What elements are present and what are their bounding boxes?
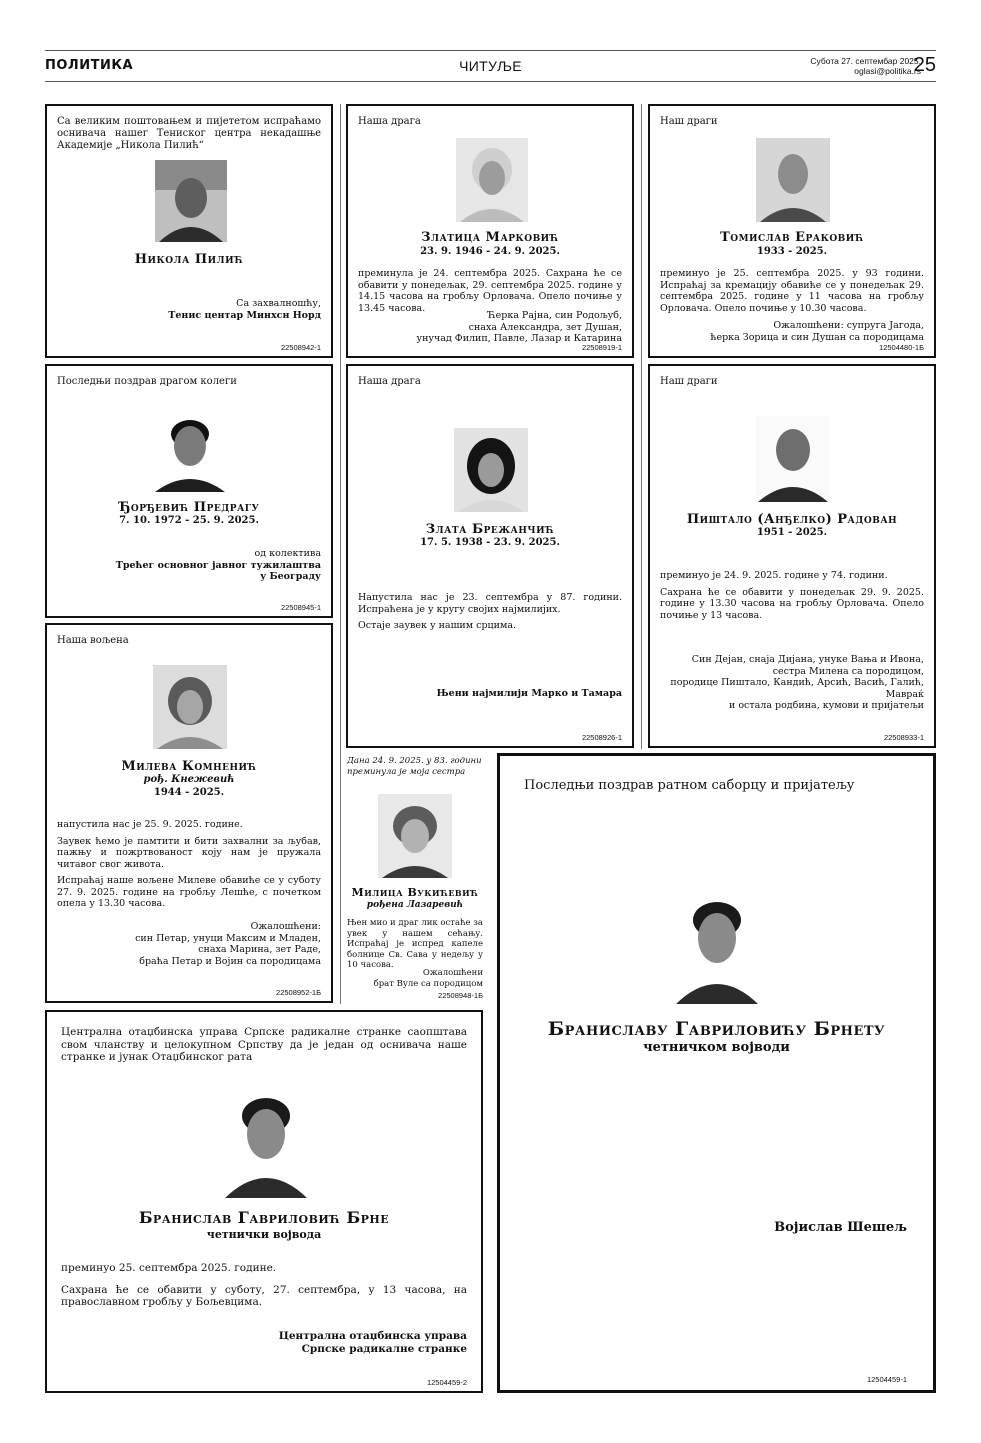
signature-line: браћа Петар и Војин са породицама: [139, 955, 321, 967]
notice-markovic: [346, 104, 634, 358]
deceased-name: Браниславу Гавриловићу Брнету: [547, 1018, 886, 1040]
notice-body: Њен мио и драг лик остаће за увек у нашем сећању. Испраћај је испред капеле болнице Св. Сава у недељу у 10 часова.: [347, 918, 483, 970]
column-separator: [340, 104, 341, 1004]
portrait-photo: [756, 138, 830, 222]
signature-line: сестра Милена са породицом,: [772, 665, 924, 677]
notice-gavrilovic-large: [497, 753, 936, 1393]
portrait-photo: [454, 428, 528, 512]
notice-body: [660, 570, 924, 626]
issue-email: oglasi@politika.rs: [854, 66, 921, 76]
life-dates: 1933 - 2025.: [756, 246, 828, 257]
maiden-name: рођена Лазаревић: [366, 900, 464, 910]
newspaper-logo: ПОЛИТИКА: [45, 58, 134, 73]
signature-line: Ожалошћени: [422, 968, 483, 978]
portrait-photo: [674, 890, 760, 1004]
notice-signature: [660, 654, 924, 712]
signature-line: и остала родбина, кумови и пријатељи: [728, 700, 924, 711]
notice-body: [61, 1262, 467, 1314]
notice-intro: Наша драга: [358, 376, 421, 387]
ad-code: 22508933-1: [883, 733, 924, 742]
signature-line: Српске радикалне странке: [301, 1342, 467, 1355]
signature-line: снаха Марина, зет Раде,: [198, 944, 321, 955]
notice-intro: Дана 24. 9. 2025. у 83. години преминула је моја сестра: [347, 756, 482, 777]
signature-line: Централна отаџбинска управа: [278, 1330, 467, 1342]
ad-code: 12504480-1Б: [879, 343, 924, 352]
signature-line: ћерка Зорица и син Душан са породицама: [710, 331, 924, 343]
body-paragraph: Напустила нас је 23. септембра у 87. години. Испраћена је у кругу својих најмилијих.: [358, 592, 622, 615]
signature-line: у Београду: [260, 571, 321, 582]
deceased-title: четнички војвода: [206, 1228, 322, 1241]
section-title: ЧИТУЉЕ: [459, 58, 522, 74]
body-paragraph: Заувек ћемо је памтити и бити захвални за љубав, пажњу и пожртвованост коју нам је пружала читавог свог живота.: [57, 835, 321, 870]
notice-signature: [57, 1330, 467, 1355]
signature-line: Трећег основног јавног тужилаштва: [115, 559, 321, 571]
signature-line: Тенис центар Минхсн Норд: [168, 309, 321, 321]
ad-code: 22508926-1: [581, 733, 622, 742]
signature-line: снаха Александра, зет Душан,: [468, 321, 622, 333]
header-rule-top: [45, 50, 936, 51]
notice-brezancic: [346, 364, 634, 748]
life-dates: 7. 10. 1972 - 25. 9. 2025.: [119, 515, 259, 526]
signature-line: породице Пиштало, Кандић, Арсић, Васић, Галић, Мавраќ: [670, 677, 924, 700]
ad-code: 22508942-1: [280, 343, 321, 352]
signature-line: Ћерка Рајна, син Родољуб,: [487, 310, 622, 321]
notice-intro: Последњи поздрав драгом колеги: [57, 376, 237, 387]
ad-code: 22508919-1: [581, 343, 622, 352]
ad-code: 22508948-1Б: [438, 991, 483, 1000]
header-rule-bottom: [45, 81, 936, 82]
notice-intro: Наша драга: [358, 116, 421, 127]
life-dates: 1944 - 2025.: [153, 787, 225, 798]
ad-code: 12504459-2: [426, 1378, 467, 1387]
body-paragraph: Испраћај наше вољене Милеве обавиће се у суботу 27. 9. 2025. године на гробљу Лешће, с почетком опела у 13.30 часова.: [57, 875, 321, 909]
notice-signature: [358, 310, 622, 345]
notice-signature: [57, 921, 321, 967]
portrait-photo: [223, 1086, 309, 1198]
portrait-photo: [153, 406, 227, 492]
ad-code: 22508952-1Б: [276, 988, 321, 997]
notice-signature: [57, 298, 321, 321]
notice-vukicevic: [345, 752, 485, 1004]
notice-signature: Њени најмилији Марко и Тамара: [436, 688, 622, 699]
notice-intro: Наш драги: [660, 376, 718, 387]
portrait-photo: [456, 138, 528, 222]
maiden-name: рођ. Кнежевић: [143, 774, 235, 785]
deceased-name: Златица Марковић: [421, 230, 559, 245]
signature-line: Ожалошћени: супруга Јагода,: [773, 320, 924, 331]
deceased-name: Ђорђевић Предрагу: [118, 500, 260, 515]
signature-line: син Петар, унуци Максим и Младен,: [135, 932, 321, 944]
notice-komnenic: [45, 623, 333, 1003]
body-paragraph: Сахрана ће се обавити у суботу, 27. септембра, у 13 часова, на православном гробљу у Бољевцима.: [61, 1283, 467, 1308]
signature-line: брат Вуле са породицом: [373, 978, 483, 989]
life-dates: 17. 5. 1938 - 23. 9. 2025.: [420, 537, 560, 548]
notice-intro: Централна отаџбинска управа Српске радикалне странке саопштава свом чланству и целокупном Српству да је један од оснивача наше странке и јунак Отаџбинског рата: [61, 1026, 467, 1063]
page-number: 25: [913, 54, 936, 76]
notice-pilic: [45, 104, 333, 358]
deceased-name: Пиштало (Анђелко) Радован: [686, 512, 898, 527]
portrait-photo: [153, 665, 227, 749]
portrait-photo: [155, 160, 227, 242]
life-dates: 23. 9. 1946 - 24. 9. 2025.: [420, 246, 560, 257]
signature-line: унучад Филип, Павле, Лазар и Катарина: [416, 333, 622, 344]
signature-line: Са захвалношћу,: [236, 298, 321, 309]
notice-signature: [347, 968, 483, 989]
body-paragraph: Остаје заувек у нашим срцима.: [358, 620, 517, 631]
notice-body: [358, 592, 622, 637]
body-paragraph: преминуо 25. септембра 2025. године.: [61, 1262, 277, 1274]
issue-date: Субота 27. септембар 2025.: [810, 56, 921, 66]
notice-signature: Војислав Шешељ: [774, 1220, 907, 1235]
signature-line: Ожалошћени:: [250, 921, 321, 932]
ad-code: 12504459-1: [866, 1375, 907, 1384]
notice-intro: Наша вољена: [57, 635, 129, 646]
deceased-name: Милица Вукићевић: [351, 886, 479, 899]
portrait-photo: [378, 794, 452, 878]
body-paragraph: преминуо је 24. 9. 2025. године у 74. години.: [660, 570, 888, 581]
body-paragraph: напустила нас је 25. 9. 2025. године.: [57, 819, 243, 830]
portrait-photo: [756, 416, 830, 502]
deceased-name: Злата Брежанчић: [425, 522, 555, 537]
notice-signature: [57, 548, 321, 583]
body-paragraph: Сахрана ће се обавити у понедељак 29. 9. 2025. године у 13.30 часова на гробљу Орловача. Опело почиње у 13 часова.: [660, 586, 924, 621]
deceased-name: Милева Комненић: [121, 759, 257, 774]
notice-intro: Са великим поштовањем и пијететом испраћамо оснивача нашег Тениског центра некадашње Академије „Никола Пилић“: [57, 116, 321, 151]
deceased-name: Томислав Ераковић: [720, 230, 864, 245]
notice-body: преминула је 24. септембра 2025. Сахрана ће се обавити у понедељак, 29. септембра 2025. године у 14.15 часова на гробљу Орловача. Опело почиње у 13.45 часова.: [358, 268, 622, 314]
notice-signature: [660, 320, 924, 343]
life-dates: 1951 - 2025.: [756, 527, 828, 538]
column-separator: [641, 104, 642, 749]
signature-line: Син Дејан, снаја Дијана, унуке Вања и Ивона,: [691, 654, 924, 665]
notice-erakovic: [648, 104, 936, 358]
notice-pistalo: [648, 364, 936, 748]
signature-line: од колектива: [254, 548, 321, 559]
notice-body: преминуо је 25. септембра 2025. у 93 години. Испраћај за кремацију обавиће се у понедељак 29. септембра 2025. године у 11 часова на гробљу Орловача. Опело почиње у 10.30 часова.: [660, 268, 924, 314]
notice-body: [57, 819, 321, 915]
notice-djordjevic: [45, 364, 333, 618]
deceased-name: Никола Пилић: [134, 252, 244, 267]
deceased-title: четничком војводи: [643, 1040, 790, 1055]
notice-gavrilovic-srs: [45, 1010, 483, 1393]
deceased-name: Бранислав Гавриловић Брне: [138, 1208, 390, 1227]
issue-info: [810, 56, 921, 76]
notice-intro: Наш драги: [660, 116, 718, 127]
ad-code: 22508945-1: [280, 603, 321, 612]
notice-intro: Последњи поздрав ратном саборцу и пријатељу: [524, 778, 855, 793]
